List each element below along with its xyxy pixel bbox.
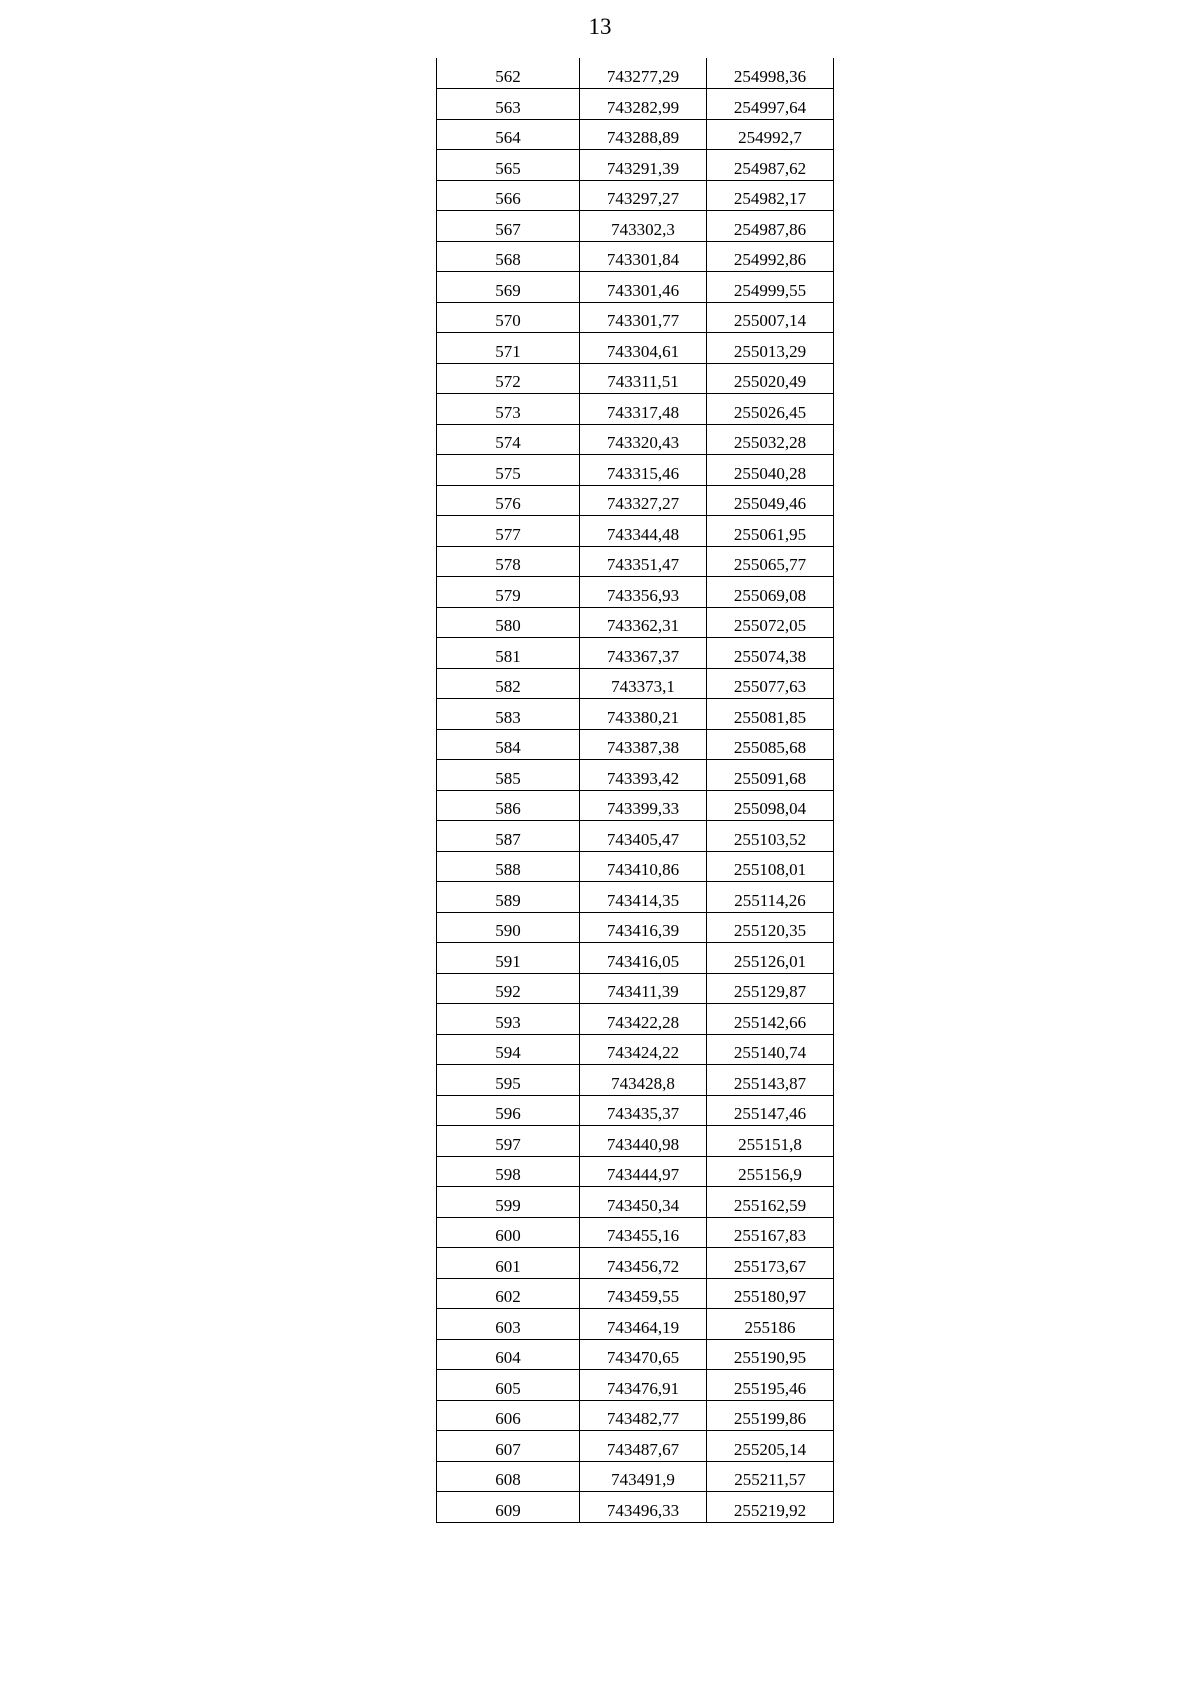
point-number-cell: 580 [437,607,580,638]
y-coordinate-cell: 255077,63 [707,668,834,699]
point-number-cell: 569 [437,272,580,303]
x-coordinate-cell: 743399,33 [580,790,707,821]
y-coordinate-cell: 255147,46 [707,1095,834,1126]
table-row [437,1156,834,1187]
y-coordinate-cell: 255129,87 [707,973,834,1004]
table-row [437,241,834,272]
table-row [437,760,834,791]
x-coordinate-cell: 743380,21 [580,699,707,730]
x-coordinate-cell: 743351,47 [580,546,707,577]
point-number-cell: 562 [437,58,580,89]
x-coordinate-cell: 743455,16 [580,1217,707,1248]
table-row [437,211,834,242]
x-coordinate-cell: 743435,37 [580,1095,707,1126]
table-row [437,1248,834,1279]
point-number-cell: 583 [437,699,580,730]
table-row [437,943,834,974]
x-coordinate-cell: 743356,93 [580,577,707,608]
point-number-cell: 599 [437,1187,580,1218]
y-coordinate-cell: 255098,04 [707,790,834,821]
point-number-cell: 596 [437,1095,580,1126]
table-row [437,1034,834,1065]
table-row [437,302,834,333]
x-coordinate-cell: 743301,46 [580,272,707,303]
x-coordinate-cell: 743282,99 [580,89,707,120]
x-coordinate-cell: 743410,86 [580,851,707,882]
x-coordinate-cell: 743288,89 [580,119,707,150]
x-coordinate-cell: 743416,05 [580,943,707,974]
coordinates-table-body [437,58,834,1522]
point-number-cell: 570 [437,302,580,333]
table-row [437,272,834,303]
x-coordinate-cell: 743482,77 [580,1400,707,1431]
y-coordinate-cell: 254987,86 [707,211,834,242]
x-coordinate-cell: 743327,27 [580,485,707,516]
x-coordinate-cell: 743367,37 [580,638,707,669]
table-row [437,1309,834,1340]
table-row [437,1339,834,1370]
x-coordinate-cell: 743320,43 [580,424,707,455]
x-coordinate-cell: 743456,72 [580,1248,707,1279]
y-coordinate-cell: 255072,05 [707,607,834,638]
table-row [437,790,834,821]
y-coordinate-cell: 255040,28 [707,455,834,486]
point-number-cell: 602 [437,1278,580,1309]
table-row [437,1431,834,1462]
point-number-cell: 573 [437,394,580,425]
x-coordinate-cell: 743422,28 [580,1004,707,1035]
table-row [437,607,834,638]
y-coordinate-cell: 255140,74 [707,1034,834,1065]
point-number-cell: 600 [437,1217,580,1248]
table-row [437,699,834,730]
table-row [437,1370,834,1401]
x-coordinate-cell: 743496,33 [580,1492,707,1523]
table-row [437,668,834,699]
table-row [437,394,834,425]
y-coordinate-cell: 255049,46 [707,485,834,516]
point-number-cell: 567 [437,211,580,242]
x-coordinate-cell: 743470,65 [580,1339,707,1370]
table-row [437,729,834,760]
x-coordinate-cell: 743317,48 [580,394,707,425]
x-coordinate-cell: 743302,3 [580,211,707,242]
table-row [437,546,834,577]
y-coordinate-cell: 255074,38 [707,638,834,669]
x-coordinate-cell: 743301,77 [580,302,707,333]
table-row [437,882,834,913]
x-coordinate-cell: 743444,97 [580,1156,707,1187]
point-number-cell: 598 [437,1156,580,1187]
table-row [437,1278,834,1309]
point-number-cell: 594 [437,1034,580,1065]
y-coordinate-cell: 255199,86 [707,1400,834,1431]
x-coordinate-cell: 743411,39 [580,973,707,1004]
y-coordinate-cell: 255120,35 [707,912,834,943]
point-number-cell: 566 [437,180,580,211]
point-number-cell: 572 [437,363,580,394]
point-number-cell: 585 [437,760,580,791]
table-row [437,577,834,608]
point-number-cell: 609 [437,1492,580,1523]
x-coordinate-cell: 743393,42 [580,760,707,791]
point-number-cell: 601 [437,1248,580,1279]
table-row [437,638,834,669]
x-coordinate-cell: 743315,46 [580,455,707,486]
table-row [437,424,834,455]
point-number-cell: 607 [437,1431,580,1462]
x-coordinate-cell: 743344,48 [580,516,707,547]
x-coordinate-cell: 743424,22 [580,1034,707,1065]
point-number-cell: 604 [437,1339,580,1370]
table-row [437,455,834,486]
point-number-cell: 591 [437,943,580,974]
point-number-cell: 603 [437,1309,580,1340]
point-number-cell: 577 [437,516,580,547]
x-coordinate-cell: 743487,67 [580,1431,707,1462]
point-number-cell: 579 [437,577,580,608]
y-coordinate-cell: 255085,68 [707,729,834,760]
y-coordinate-cell: 255162,59 [707,1187,834,1218]
y-coordinate-cell: 255013,29 [707,333,834,364]
x-coordinate-cell: 743464,19 [580,1309,707,1340]
point-number-cell: 575 [437,455,580,486]
point-number-cell: 564 [437,119,580,150]
table-row [437,333,834,364]
table-row [437,180,834,211]
x-coordinate-cell: 743459,55 [580,1278,707,1309]
page-number: 13 [588,14,612,39]
point-number-cell: 578 [437,546,580,577]
table-row [437,58,834,89]
point-number-cell: 563 [437,89,580,120]
point-number-cell: 588 [437,851,580,882]
y-coordinate-cell: 255156,9 [707,1156,834,1187]
table-row [437,1095,834,1126]
table-row [437,119,834,150]
table-row [437,150,834,181]
point-number-cell: 606 [437,1400,580,1431]
table-row [437,973,834,1004]
y-coordinate-cell: 255186 [707,1309,834,1340]
point-number-cell: 590 [437,912,580,943]
table-row [437,1065,834,1096]
y-coordinate-cell: 255205,14 [707,1431,834,1462]
y-coordinate-cell: 254997,64 [707,89,834,120]
point-number-cell: 574 [437,424,580,455]
y-coordinate-cell: 254987,62 [707,150,834,181]
y-coordinate-cell: 254992,7 [707,119,834,150]
y-coordinate-cell: 255032,28 [707,424,834,455]
y-coordinate-cell: 255167,83 [707,1217,834,1248]
point-number-cell: 582 [437,668,580,699]
table-row [437,1217,834,1248]
point-number-cell: 584 [437,729,580,760]
y-coordinate-cell: 255190,95 [707,1339,834,1370]
point-number-cell: 587 [437,821,580,852]
point-number-cell: 571 [437,333,580,364]
point-number-cell: 595 [437,1065,580,1096]
point-number-cell: 605 [437,1370,580,1401]
x-coordinate-cell: 743491,9 [580,1461,707,1492]
y-coordinate-cell: 255114,26 [707,882,834,913]
point-number-cell: 592 [437,973,580,1004]
point-number-cell: 576 [437,485,580,516]
y-coordinate-cell: 255143,87 [707,1065,834,1096]
point-number-cell: 608 [437,1461,580,1492]
y-coordinate-cell: 255065,77 [707,546,834,577]
x-coordinate-cell: 743301,84 [580,241,707,272]
x-coordinate-cell: 743362,31 [580,607,707,638]
point-number-cell: 586 [437,790,580,821]
table-row [437,912,834,943]
x-coordinate-cell: 743311,51 [580,363,707,394]
y-coordinate-cell: 254992,86 [707,241,834,272]
point-number-cell: 565 [437,150,580,181]
x-coordinate-cell: 743387,38 [580,729,707,760]
y-coordinate-cell: 254982,17 [707,180,834,211]
table-row [437,516,834,547]
coordinates-table [436,58,834,1523]
x-coordinate-cell: 743416,39 [580,912,707,943]
x-coordinate-cell: 743440,98 [580,1126,707,1157]
point-number-cell: 581 [437,638,580,669]
table-row [437,821,834,852]
table-row [437,1492,834,1523]
y-coordinate-cell: 254998,36 [707,58,834,89]
x-coordinate-cell: 743304,61 [580,333,707,364]
table-row [437,1461,834,1492]
y-coordinate-cell: 255026,45 [707,394,834,425]
point-number-cell: 568 [437,241,580,272]
table-row [437,1187,834,1218]
y-coordinate-cell: 255061,95 [707,516,834,547]
y-coordinate-cell: 254999,55 [707,272,834,303]
x-coordinate-cell: 743428,8 [580,1065,707,1096]
x-coordinate-cell: 743291,39 [580,150,707,181]
y-coordinate-cell: 255211,57 [707,1461,834,1492]
x-coordinate-cell: 743277,29 [580,58,707,89]
table-row [437,1400,834,1431]
y-coordinate-cell: 255126,01 [707,943,834,974]
y-coordinate-cell: 255081,85 [707,699,834,730]
table-row [437,363,834,394]
x-coordinate-cell: 743405,47 [580,821,707,852]
y-coordinate-cell: 255069,08 [707,577,834,608]
point-number-cell: 589 [437,882,580,913]
x-coordinate-cell: 743476,91 [580,1370,707,1401]
table-row [437,485,834,516]
y-coordinate-cell: 255103,52 [707,821,834,852]
x-coordinate-cell: 743297,27 [580,180,707,211]
y-coordinate-cell: 255091,68 [707,760,834,791]
y-coordinate-cell: 255180,97 [707,1278,834,1309]
y-coordinate-cell: 255007,14 [707,302,834,333]
y-coordinate-cell: 255142,66 [707,1004,834,1035]
y-coordinate-cell: 255219,92 [707,1492,834,1523]
point-number-cell: 597 [437,1126,580,1157]
y-coordinate-cell: 255108,01 [707,851,834,882]
x-coordinate-cell: 743450,34 [580,1187,707,1218]
x-coordinate-cell: 743373,1 [580,668,707,699]
y-coordinate-cell: 255173,67 [707,1248,834,1279]
y-coordinate-cell: 255151,8 [707,1126,834,1157]
table-row [437,851,834,882]
table-row [437,1126,834,1157]
y-coordinate-cell: 255020,49 [707,363,834,394]
x-coordinate-cell: 743414,35 [580,882,707,913]
table-row [437,89,834,120]
point-number-cell: 593 [437,1004,580,1035]
y-coordinate-cell: 255195,46 [707,1370,834,1401]
table-row [437,1004,834,1035]
